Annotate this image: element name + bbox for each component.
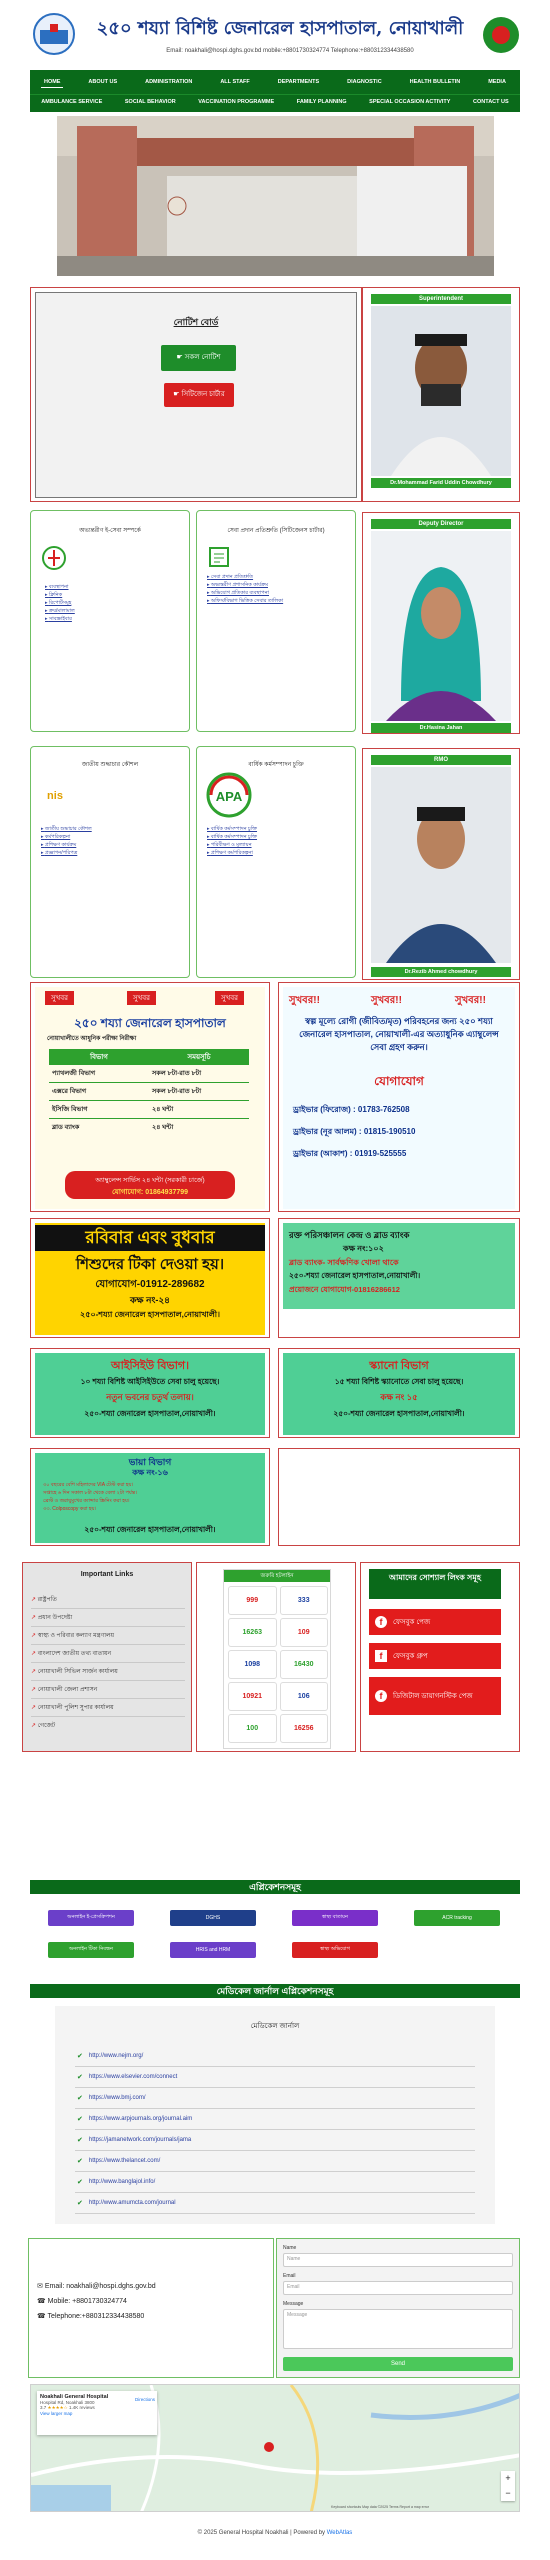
app-button-online-vaccine[interactable]: অনলাইন টিকা নিবন্ধন <box>48 1942 134 1958</box>
table-row: ইসিজি বিভাগ ২৪ ঘন্টা <box>49 1101 249 1119</box>
directions-link[interactable]: Directions <box>135 2397 156 2402</box>
contact-email: ✉ Email: noakhali@hospi.dghs.gov.bd <box>37 2283 156 2290</box>
nav-row-secondary <box>30 94 520 108</box>
nav-media[interactable]: MEDIA <box>488 79 506 85</box>
via-room: কক্ষ নং-১৬ <box>132 1468 168 1477</box>
vaccination-headline: শিশুদের টিকা দেওয়া হয়। <box>75 1256 225 1273</box>
via-ad-section <box>30 1448 270 1546</box>
important-links-panel <box>22 1562 192 1752</box>
nav-special-occasion[interactable]: SPECIAL OCCASION ACTIVITY <box>369 98 451 105</box>
app-button-eprescription[interactable]: অনলাইন ই-প্রেসক্রিপশন <box>48 1910 134 1926</box>
apa-logo-icon <box>205 771 253 819</box>
contact-info-panel <box>28 2238 274 2378</box>
info-box-integrity <box>30 746 190 978</box>
icu-ad <box>35 1353 265 1435</box>
site-header <box>0 0 550 70</box>
facebook-icon: f <box>375 1690 387 1702</box>
icu-ad-section <box>30 1348 270 1438</box>
view-larger-map-link[interactable]: View larger map <box>40 2411 73 2416</box>
name-input[interactable]: Name <box>283 2253 513 2267</box>
info-link[interactable]: ▸ বার্ষিক কর্মসম্পাদন চুক্তি <box>207 834 258 840</box>
check-icon: ✔ <box>77 2179 83 2186</box>
vaccination-hospital: ২৫০-শয্যা জেনারেল হাসপাতাল,নোয়াখালী। <box>80 1310 220 1319</box>
app-button-acr-tracking[interactable]: ACR tracking <box>414 1910 500 1926</box>
nav-health-bulletin[interactable]: HEALTH BULLETIN <box>409 79 461 85</box>
info-link[interactable]: ▸ অভিযোগ প্রতিকার ব্যবস্থাপনা <box>207 590 270 596</box>
arrow-icon: ↗ <box>31 1687 38 1693</box>
hand-icon: ☛ <box>173 391 182 398</box>
blood-bank-hours: ব্লাড ব্যাংক- সার্বক্ষণিক খোলা থাকে <box>289 1258 399 1267</box>
map-place-card <box>37 2391 157 2435</box>
name-label: Name <box>283 2245 297 2251</box>
journal-link[interactable]: ✔ https://www.bmj.com/ <box>75 2088 475 2109</box>
blood-bank-ad <box>283 1223 515 1309</box>
map-attribution: Keyboard shortcuts Map data ©2025 Terms Report a map error <box>331 2505 430 2509</box>
good-news-tag: সুখবর <box>215 991 244 1005</box>
diagnostic-table <box>49 1049 249 1136</box>
powered-by-link[interactable]: WebAtlas <box>326 2530 353 2536</box>
nav-about[interactable]: ABOUT US <box>88 79 118 85</box>
all-notice-button[interactable]: ☛ সকল নোটিশ <box>161 345 236 371</box>
facebook-group-button[interactable]: f ফেসবুক গ্রুপ <box>369 1643 501 1669</box>
info-link[interactable]: ▸ প্রশিক্ষণ কর্মপরিকল্পনা <box>207 850 253 856</box>
journal-link[interactable]: ✔ https://www.elsevier.com/connect <box>75 2067 475 2088</box>
info-link[interactable]: ▸ পরিবীক্ষণ ও মূল্যায়ন <box>207 842 252 848</box>
good-news-tag: সুখবর!! <box>289 995 320 1006</box>
nis-logo-icon <box>41 777 69 811</box>
phone-icon: ☎ <box>37 2313 48 2320</box>
table-row: প্যাথলজী বিভাগ সকল ৮টা-রাত ৮টা <box>49 1065 249 1083</box>
official-photo <box>371 767 511 963</box>
hotline-number: 16430 <box>280 1650 329 1679</box>
good-news-tag: সুখবর!! <box>455 995 486 1006</box>
medical-journals-title: মেডিকেল জার্নাল এপ্লিকেশনসমূহ <box>30 1984 520 1998</box>
nav-contact[interactable]: CONTACT US <box>473 98 509 105</box>
facebook-icon: f <box>375 1616 387 1628</box>
via-hospital: ২৫০-শয্যা জেনারেল হাসপাতাল,নোয়াখালী। <box>84 1525 216 1534</box>
charter-icon <box>207 545 231 569</box>
notice-board <box>35 292 357 498</box>
journal-link[interactable]: ✔ https://www.thelancet.com/ <box>75 2151 475 2172</box>
message-textarea[interactable]: Message <box>283 2309 513 2349</box>
ambulance-ad <box>283 987 515 1209</box>
site-footer: © 2025 General Hospital Noakhali | Powered by WebAtlas <box>197 2530 353 2536</box>
official-role: Superintendent <box>371 294 511 304</box>
info-box-links <box>207 825 257 857</box>
ad-headline: ২৫০ শয্যা জেনারেল হাসপাতাল <box>74 1016 226 1030</box>
svg-text:APA: APA <box>215 789 243 804</box>
scano-ad-section <box>278 1348 520 1438</box>
hotline-number: 1098 <box>228 1650 277 1679</box>
blood-bank-ad-section <box>278 1218 520 1338</box>
arrow-icon: ↗ <box>31 1651 38 1657</box>
medical-journals-subtitle: মেডিকেল জার্নাল <box>250 2023 300 2030</box>
nav-social-behavior[interactable]: SOCIAL BEHAVIOR <box>124 98 176 105</box>
hand-icon: ☛ <box>176 354 185 361</box>
nav-departments[interactable]: DEPARTMENTS <box>277 79 320 85</box>
official-name: Dr.Rezib Ahmed chowdhury <box>371 967 511 977</box>
info-box-citizen-charter <box>196 510 356 732</box>
driver-list <box>293 1099 415 1165</box>
driver-phone: ড্রাইভার (ফিরোজ) : 01783-762508 <box>293 1105 410 1114</box>
via-details: ৩০ বছরের বেশি মহিলাদের VIA টেস্ট করা হয়। সপ্তাহে ৬ দিন সকাল ৮টা থেকে বেলা ২টা পর্যন্ত। ব্রেস্ট ও জরায়ুমুখের ক্যান্সার স্ক্রিনিং করা হয়। ৩৩. Colposcopy করা হয়। <box>43 1482 137 1512</box>
phone-icon: ☎ <box>37 2298 48 2305</box>
journal-link[interactable]: ✔ https://jamanetwork.com/journals/jama <box>75 2130 475 2151</box>
info-link[interactable]: ▸ বার্ষিক কর্মসম্পাদন চুক্তি <box>207 826 258 832</box>
hotline-number: 999 <box>228 1586 277 1615</box>
ambulance-ad-section <box>278 982 520 1212</box>
check-icon: ✔ <box>77 2053 83 2060</box>
nav-vaccination[interactable]: VACCINATION PROGRAMME <box>198 98 275 105</box>
important-links-list <box>31 1591 185 1734</box>
govt-seal-icon <box>482 14 520 56</box>
info-box-links <box>41 825 92 857</box>
info-link[interactable]: ▸ সেবা প্রদান প্রতিশ্রুতি <box>207 574 254 580</box>
facebook-page-button[interactable]: f ফেসবুক পেজ <box>369 1609 501 1635</box>
vaccination-ad-section <box>30 1218 270 1338</box>
check-icon: ✔ <box>77 2200 83 2207</box>
diagnostic-ad <box>35 987 265 1209</box>
check-icon: ✔ <box>77 2158 83 2165</box>
scano-line: ১৫ শয্যা বিশিষ্ট স্ক্যানোতে সেবা চালু হয়েছে। <box>334 1377 464 1386</box>
hotline-number: 100 <box>228 1714 277 1743</box>
good-news-tag: সুখবর!! <box>371 995 402 1006</box>
hotline-number: 333 <box>280 1586 329 1615</box>
good-news-tag: সুখবর <box>45 991 74 1005</box>
icu-line: ২৫০-শয্যা জেনারেল হাসপাতাল,নোয়াখালী। <box>84 1409 216 1418</box>
scano-title: স্ক্যানো বিভাগ <box>369 1360 429 1372</box>
blood-bank-phone: প্রয়োজনে যোগাযোগ-01816286612 <box>289 1285 400 1294</box>
social-links-title: আমাদের সোশ্যাল লিংক সমূহ <box>369 1569 501 1599</box>
table-row: এক্সরে বিভাগ সকল ৮টা-রাত ৮টা <box>49 1083 249 1101</box>
nav-administration[interactable]: ADMINISTRATION <box>145 79 193 85</box>
info-link[interactable]: ▸ প্রজ্ঞাপন/পরিপত্র <box>41 850 78 856</box>
contact-info-list <box>37 2279 156 2324</box>
important-link[interactable]: ↗ বাংলাদেশ জাতীয় তথ্য বাতায়ন <box>31 1645 185 1663</box>
zoom-in-icon[interactable]: + <box>505 2473 511 2483</box>
blood-bank-room: কক্ষ নং:১০২ <box>343 1244 384 1253</box>
journal-link[interactable]: ✔ http://www.nejm.org/ <box>75 2046 475 2067</box>
vaccination-ad <box>35 1223 265 1335</box>
important-link[interactable]: ↗ নোয়াখালী পুলিশ সুপার কার্যালয় <box>31 1699 185 1717</box>
diagnostic-ad-section <box>30 982 270 1212</box>
driver-phone: ড্রাইভার (নূর আলম) : 01815-190510 <box>293 1127 416 1136</box>
hotline-number: 109 <box>280 1618 329 1647</box>
vaccination-days: রবিবার এবং বুধবার <box>35 1225 265 1251</box>
icu-line: ১০ শয্যা বিশিষ্ট আইসিইউতে সেবা চালু হয়েছে। <box>80 1377 220 1386</box>
map-place-address: Hospital Rd, Noakhali 3800 <box>40 2400 95 2405</box>
zoom-out-icon[interactable]: − <box>505 2488 511 2498</box>
arrow-icon: ↗ <box>31 1669 38 1675</box>
email-label: Email <box>283 2273 296 2279</box>
table-header: বিভাগ <box>90 1054 108 1061</box>
nav-all-staff[interactable]: ALL STAFF <box>220 79 250 85</box>
svg-text:nis: nis <box>47 790 63 802</box>
important-link[interactable]: ↗ নোয়াখালী সিভিল সার্জন কার্যালয় <box>31 1663 185 1681</box>
arrow-icon: ↗ <box>31 1723 38 1729</box>
email-input[interactable]: Email <box>283 2281 513 2295</box>
contact-title: যোগাযোগ <box>374 1074 424 1088</box>
map-rating: 3.7 ★★★★☆ 1.4K reviews <box>40 2405 95 2410</box>
blood-bank-hospital: ২৫০-শয্যা জেনারেল হাসপাতাল,নোয়াখালী। <box>289 1271 421 1280</box>
nav-diagnostic[interactable]: DIAGNOSTIC <box>347 79 382 85</box>
info-box-apa <box>196 746 356 978</box>
message-label: Message <box>283 2301 304 2307</box>
facebook-icon: f <box>375 1650 387 1662</box>
map-zoom-controls <box>501 2471 515 2501</box>
hotline-number: 16263 <box>228 1618 277 1647</box>
info-link[interactable]: ▸ সাবস্ক্রাইবার <box>45 616 72 622</box>
main-nav <box>30 70 520 112</box>
via-title: ভায়া বিভাগ <box>128 1457 172 1467</box>
contact-telephone: ☎ Telephone:+880312334438580 <box>37 2313 145 2320</box>
journal-link[interactable]: ✔ http://www.banglajol.info/ <box>75 2172 475 2193</box>
important-link[interactable]: ↗ স্বাস্থ্য ও পরিবার কল্যাণ মন্ত্রণালয় <box>31 1627 185 1645</box>
contact-form <box>276 2238 520 2378</box>
medical-logo-icon <box>41 545 67 571</box>
important-link[interactable]: ↗ প্রধান উপদেষ্টা <box>31 1609 185 1627</box>
notice-title: নোটিশ বোর্ড <box>173 317 219 327</box>
ambulance-banner: অ্যাম্বুলেন্স সার্ভিস ২৪ ঘন্টা (সরকারী চার্জে) যোগাযোগ: 01864937799 <box>65 1171 235 1199</box>
hotline-number: 106 <box>280 1682 329 1711</box>
info-link[interactable]: ▸ অভ্যন্তরীণ প্রশাসনিক কার্যক্রম <box>207 582 268 588</box>
header-contact: Email: noakhali@hospi.dghs.gov.bd mobile:+8801730324774 Telephone:+880312334438580 <box>166 48 414 54</box>
star-icon: ★★★★☆ <box>47 2405 68 2410</box>
scano-ad <box>283 1353 515 1435</box>
empty-ad-slot <box>278 1448 520 1546</box>
important-link[interactable]: ↗ নোয়াখালী জেলা প্রশাসন <box>31 1681 185 1699</box>
medical-journals-panel <box>55 2006 495 2224</box>
email-icon: ✉ <box>37 2283 45 2290</box>
check-icon: ✔ <box>77 2074 83 2081</box>
ad-subline: নোয়াখালীতে আধুনিক পরীক্ষা নিরীক্ষা <box>47 1036 137 1042</box>
digital-diagnostic-page-button[interactable]: f ডিজিটাল ডায়াগনস্টিক পেজ <box>369 1677 501 1715</box>
hospital-gate-photo <box>57 116 494 276</box>
icu-title: আইসিইউ বিভাগ। <box>110 1360 190 1372</box>
blood-bank-title: রক্ত পরিসঞ্চালন কেন্দ্র ও ব্লাড ব্যাংক <box>289 1230 410 1240</box>
info-link[interactable]: ▸ জাতীয় শুদ্ধাচার কৌশল <box>41 826 92 832</box>
table-header: সময়সূচি <box>187 1054 211 1061</box>
arrow-icon: ↗ <box>31 1705 38 1711</box>
info-box-title: জাতীয় শুদ্ধাচার কৌশল <box>81 762 139 768</box>
notice-section <box>30 287 362 502</box>
info-link[interactable]: ▸ ক্লিনিক <box>45 592 63 598</box>
info-box-links <box>45 583 75 623</box>
nav-home[interactable]: HOME <box>41 77 64 88</box>
info-box-links <box>207 573 283 605</box>
app-button-health-portal[interactable]: স্বাস্থ্য বাতায়ন <box>292 1910 378 1926</box>
info-link[interactable]: ▸ অফিস/বিভাগ ভিত্তিক সেবার তালিকা <box>207 598 284 604</box>
info-link[interactable]: ▸ ব্যবস্থাপনা <box>45 584 69 590</box>
vaccination-phone: যোগাযোগ-01912-289682 <box>95 1279 205 1290</box>
journal-list <box>75 2046 475 2214</box>
hotline-grid <box>228 1586 328 1743</box>
map-place-name: Noakhali General Hospital <box>40 2394 109 2400</box>
official-photo <box>371 531 511 721</box>
app-button-complaint[interactable]: স্বাস্থ্য অভিযোগ <box>292 1942 378 1958</box>
info-link[interactable]: ▸ রিপোর্টসমূহ <box>45 600 72 606</box>
table-row: ব্লাড ব্যাংক ২৪ ঘন্টা <box>52 1124 174 1131</box>
applications-title: এপ্লিকেশনসমূহ <box>30 1880 520 1894</box>
app-button-dghs[interactable]: DGHS <box>170 1910 256 1926</box>
check-icon: ✔ <box>77 2095 83 2102</box>
arrow-icon: ↗ <box>31 1597 38 1603</box>
official-name: Dr.Hasina Jahan <box>371 723 511 733</box>
nav-ambulance[interactable]: AMBULANCE SERVICE <box>41 98 103 105</box>
official-name: Dr.Mohammad Farid Uddin Chowdhury <box>371 478 511 488</box>
emergency-title: জরুরি হটলাইন <box>224 1570 330 1582</box>
driver-phone: ড্রাইভার (আকাশ) : 01919-525555 <box>293 1149 407 1158</box>
via-ad <box>35 1453 265 1543</box>
important-link[interactable]: ↗ রাষ্ট্রপতি <box>31 1591 185 1609</box>
important-link[interactable]: ↗ গেজেট <box>31 1723 56 1729</box>
arrow-icon: ↗ <box>31 1615 38 1621</box>
info-link[interactable]: ▸ কর্মপরিকল্পনা <box>41 834 71 840</box>
official-role: RMO <box>371 755 511 765</box>
official-card-deputy <box>362 512 520 734</box>
official-card-superintendent <box>362 287 520 502</box>
site-title: ২৫০ শয্যা বিশিষ্ট জেনারেল হাসপাতাল, নোয়াখালী <box>96 18 464 39</box>
contact-mobile: ☎ Mobile: +8801730324774 <box>37 2298 127 2305</box>
journal-link[interactable]: ✔ http://www.amumcta.com/journal <box>75 2193 475 2214</box>
info-box-title: বার্ষিক কর্মসম্পাদন চুক্তি <box>248 762 304 768</box>
check-icon: ✔ <box>77 2137 83 2144</box>
info-link[interactable]: ▸ প্রশিক্ষণ কার্যক্রম <box>41 842 77 848</box>
journal-link[interactable]: ✔ https://www.arpjournals.org/journal.aim <box>75 2109 475 2130</box>
vaccination-room: কক্ষ নং-২৪ <box>129 1295 171 1305</box>
official-card-rmo <box>362 748 520 980</box>
emergency-hotline-card <box>223 1569 331 1749</box>
social-links-section <box>360 1562 520 1752</box>
emergency-hotline-section <box>196 1562 356 1752</box>
hotline-number: 10921 <box>228 1682 277 1711</box>
official-role: Deputy Director <box>371 519 511 529</box>
send-button[interactable]: Send <box>283 2357 513 2371</box>
hospital-logo-icon <box>30 12 78 56</box>
info-box-title: সেবা প্রদান প্রতিশ্রুতি (সিটিজেনস চার্টার) <box>227 528 325 534</box>
arrow-icon: ↗ <box>31 1633 38 1639</box>
ambulance-body: স্বল্প মূল্যে রোগী (জীবিত/মৃত) পরিবহনের জন্য ২৫০ শয্যা জেনারেল হাসপাতাল, নোয়াখালী-এর অত্যাধুনিক এ্যাম্বুলেন্স সেবা গ্রহণ করুন। <box>299 1016 499 1052</box>
check-icon: ✔ <box>77 2116 83 2123</box>
icu-line: নতুন ভবনের চতুর্থ তলায়। <box>106 1392 194 1402</box>
hotline-number: 16256 <box>280 1714 329 1743</box>
citizen-charter-button[interactable]: ☛ সিটিজেন চার্টার <box>164 383 234 407</box>
google-map[interactable] <box>30 2384 520 2512</box>
important-links-title: Important Links <box>80 1571 134 1578</box>
good-news-tag: সুখবর <box>127 991 156 1005</box>
official-photo <box>371 306 511 476</box>
info-box-title: অভ্যন্তরীণ ই-সেবা সম্পর্কে <box>79 528 141 534</box>
nav-family-planning[interactable]: FAMILY PLANNING <box>296 98 347 105</box>
info-box-internal-eservice <box>30 510 190 732</box>
app-button-hris[interactable]: HRIS and HRM <box>170 1942 256 1958</box>
scano-line: ২৫০-শয্যা জেনারেল হাসপাতাল,নোয়াখালী। <box>333 1409 465 1418</box>
info-link[interactable]: ▸ ক্রয়/মালামাল <box>45 608 75 614</box>
scano-line: কক্ষ নং ১৫ <box>380 1392 418 1402</box>
nav-row-primary <box>30 74 520 90</box>
